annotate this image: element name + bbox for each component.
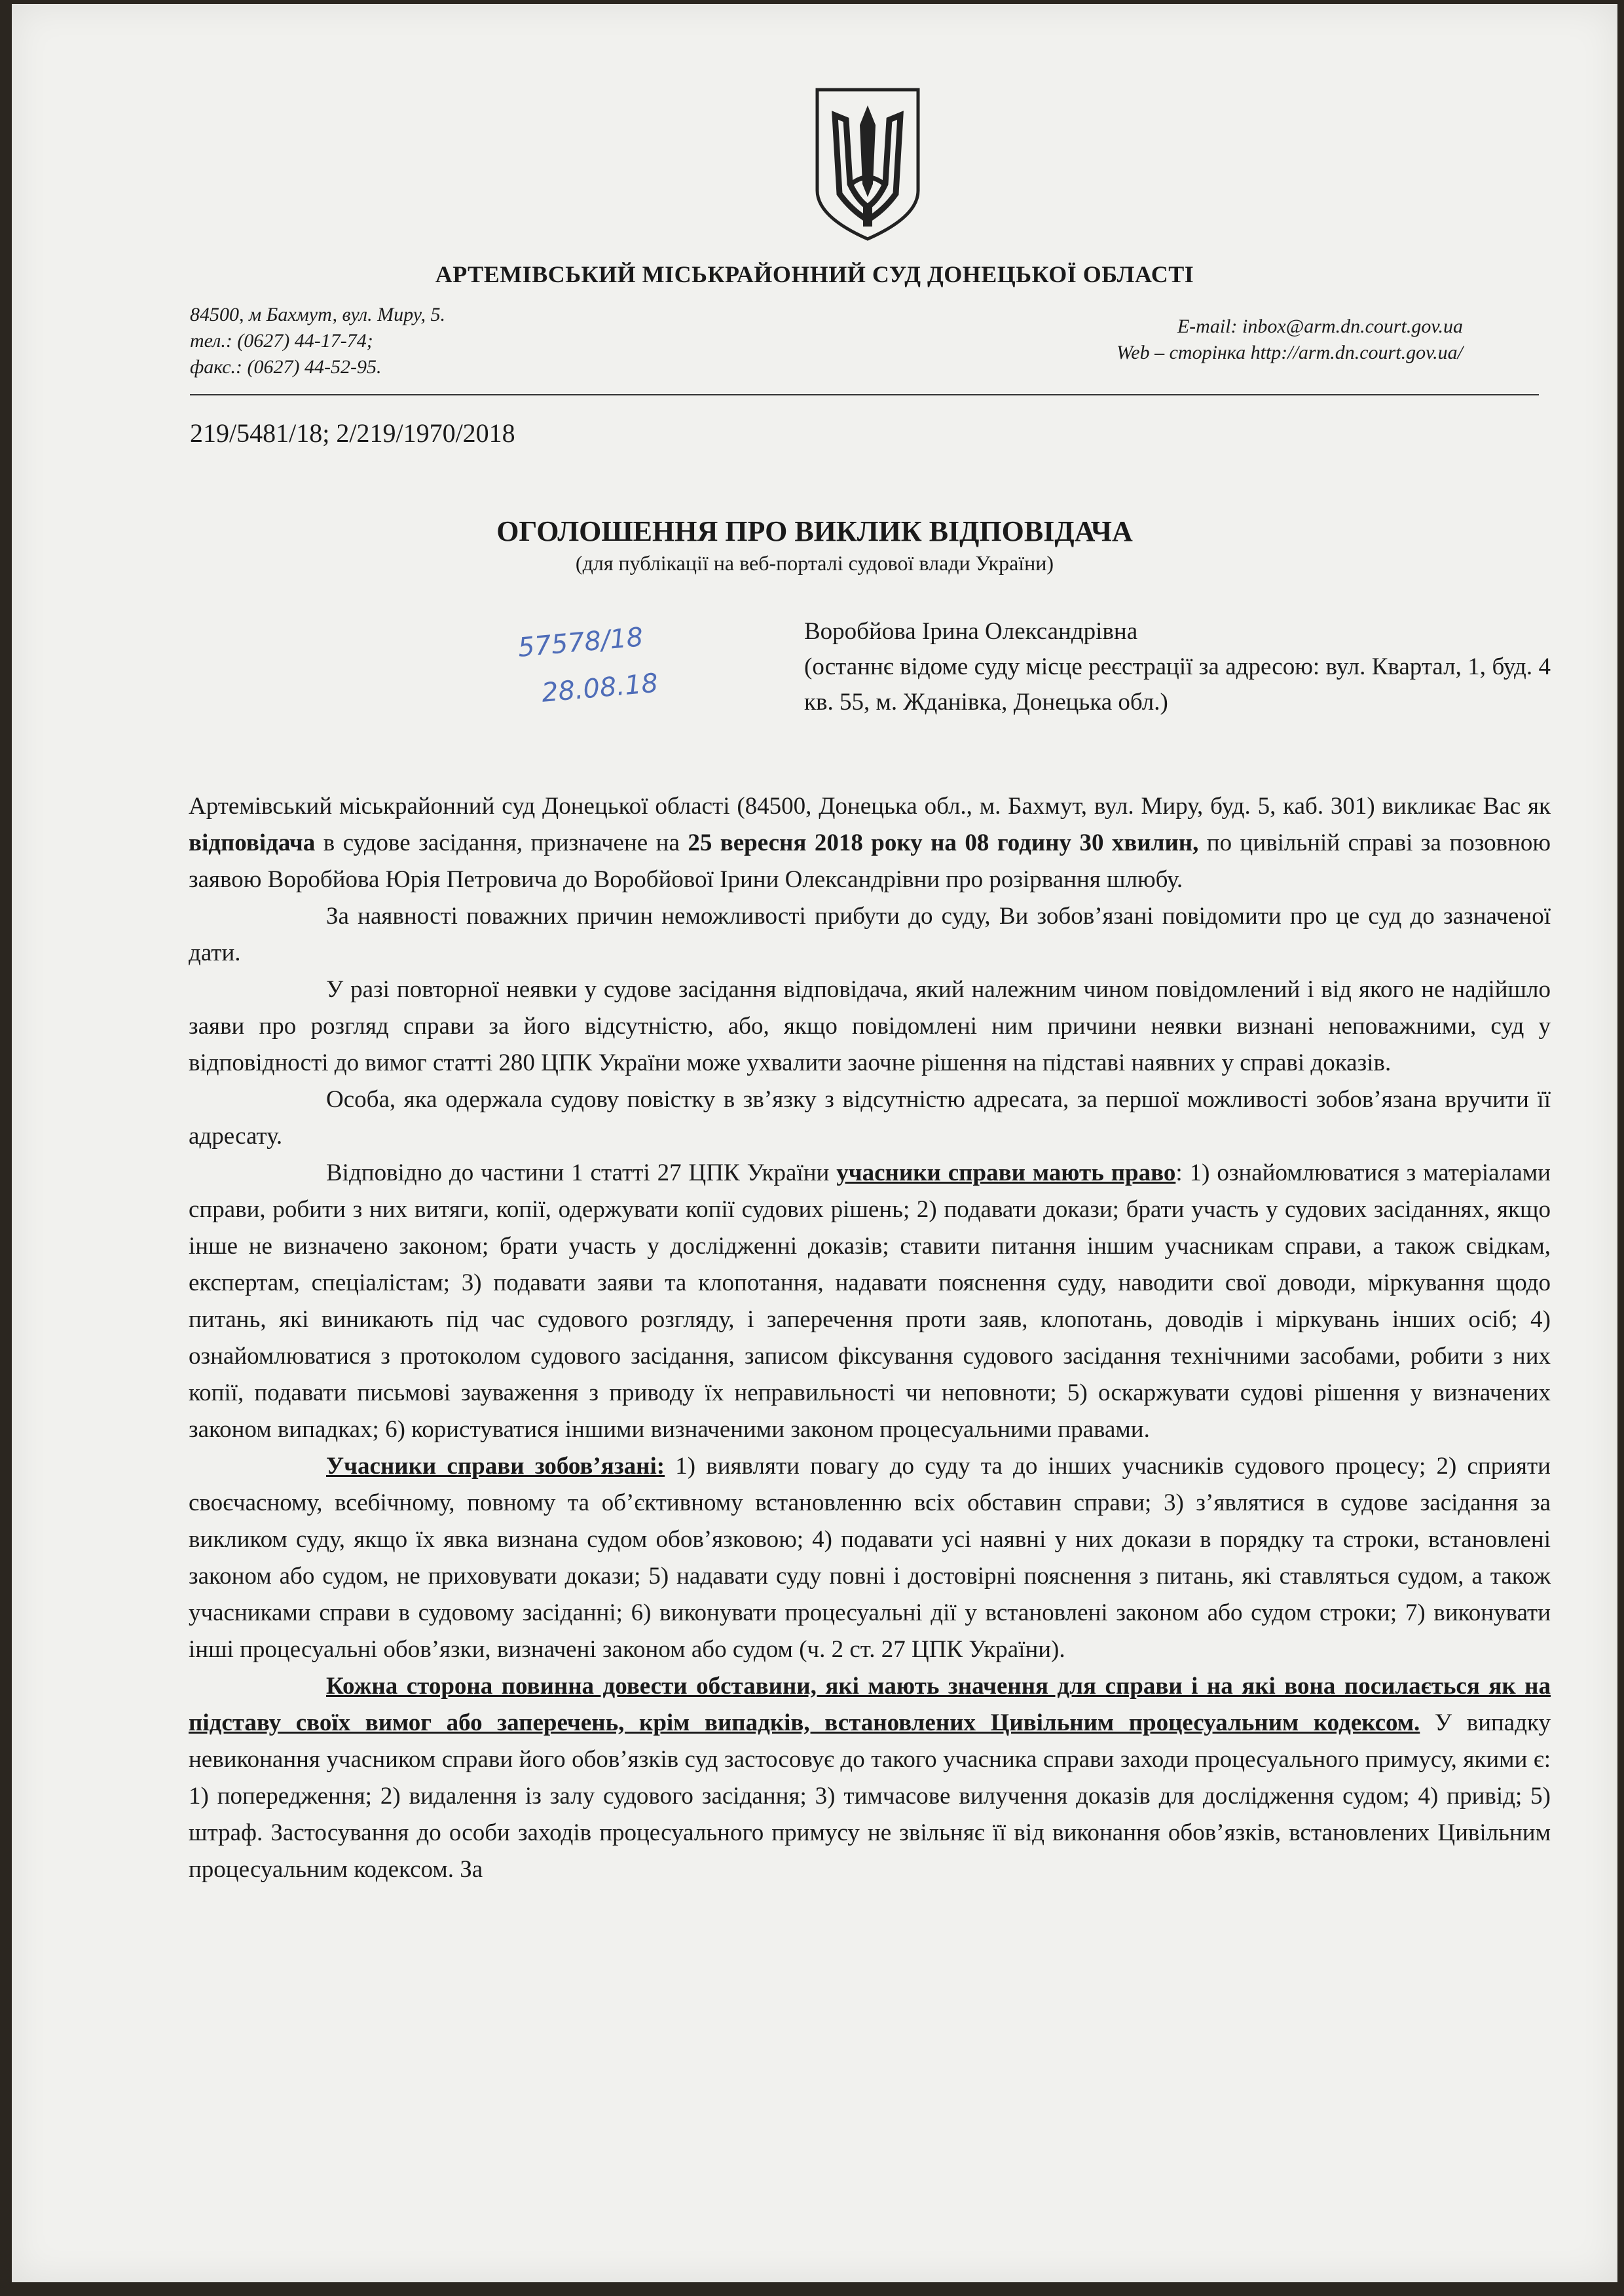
case-number: 219/5481/18; 2/219/1970/2018 <box>190 418 515 448</box>
header-divider <box>190 394 1539 395</box>
recipient-block <box>804 614 1551 720</box>
court-fax: факс.: (0627) 44-52-95. <box>190 356 382 378</box>
court-phone: тел.: (0627) 44-17-74; <box>190 330 373 352</box>
court-contact-right <box>1116 314 1463 366</box>
summons-text: Артемівський міськрайонний суд Донецької області (84500, Донецька обл., м. Бахмут, вул. Миру, буд. 5, каб. 301) викликає Вас як <box>189 793 1551 820</box>
paragraph-default-judgment: У разі повторної неявки у судове засідання відповідача, який належним чином повідомлений і від якого не надійшло заяви про розгляд справи за його відсутністю, або, якщо повідомлені ним причини неявки визнані неповажними, суд у відповідності до вимог статті 280 ЦПК України може ухвалити заочне рішення на підставі наявних у справі доказів. <box>189 976 1551 1076</box>
notice-subtitle: (для публікації на веб-порталі судової влади України) <box>575 551 1054 575</box>
paragraph-summons <box>189 788 1551 898</box>
trident-emblem-icon <box>812 86 923 243</box>
coercion-measures: У випадку невиконання учасником справи його обов’язків суд застосовує до такого учасника справи заходи процесуального примусу, якими є: 1) попередження; 2) видалення із залу судового засідання; 3) тимчасове вилучення доказів для дослідження судом; 4) привід; 5) штраф. Застосування до особи заходів процесуального примусу не звільняє її від виконання обов’язків, встановлених Цивільним процесуальним кодексом. За <box>189 1709 1551 1883</box>
notice-body <box>189 788 1551 1888</box>
document-page <box>12 4 1617 2282</box>
notice-title: ОГОЛОШЕННЯ ПРО ВИКЛИК ВІДПОВІДАЧА <box>496 515 1133 547</box>
duties-heading: Учасники справи зобов’язані: <box>326 1453 665 1480</box>
court-website: Web – сторінка http://arm.dn.court.gov.ua/ <box>1116 342 1463 363</box>
paragraph-rights <box>189 1155 1551 1448</box>
court-name-heading: АРТЕМІВСЬКИЙ МІСЬКРАЙОННИЙ СУД ДОНЕЦЬКОЇ ОБЛАСТІ <box>435 261 1194 287</box>
paragraph-notify: За наявності поважних причин неможливості прибути до суду, Ви зобов’язані повідомити про це суд до зазначеної дати. <box>189 903 1551 966</box>
summons-text-2: в судове засідання, призначене на <box>315 829 688 856</box>
paragraph-burden-of-proof <box>189 1668 1551 1888</box>
rights-list: : 1) ознайомлюватися з матеріалами справи, робити з них витяги, копії, одержувати копії судових рішень; 2) подавати докази; брати участь у судових засіданнях, якщо інше не визначено законом; брати участь у дослідженні доказів; ставити питання іншим учасникам справи, а також свідкам, експертам, спеціалістам; 3) подавати заяви та клопотання, надавати пояснення суду, наводити свої доводи, міркування щодо питань, які виникають під час судового розгляду, і заперечення проти заяв, клопотань, доводів і міркувань інших осіб; 4) ознайомлюватися з протоколом судового засідання, записом фіксування судового засідання технічними засобами, робити з них копії, подавати письмові зауваження з приводу їх неправильності чи неповноти; 5) оскаржувати судові рішення у визначених законом випадках; 6) користуватися іншими визначеними законом процесуальними правами. <box>189 1159 1551 1443</box>
stamp-number: 57578/18 <box>517 622 645 663</box>
court-email: E-mail: inbox@arm.dn.court.gov.ua <box>1177 316 1463 337</box>
court-contact-left <box>190 302 445 380</box>
stamp-date: 28.08.18 <box>540 668 659 708</box>
handwritten-registration-stamp <box>516 613 660 719</box>
burden-of-proof-heading: Кожна сторона повинна довести обставини, які мають значення для справи і на які вона посилається як на підставу своїх вимог або заперечень, крім випадків, встановлених Цивільним процесуальним кодексом. <box>189 1673 1551 1736</box>
rights-intro: Відповідно до частини 1 статті 27 ЦПК України <box>326 1159 837 1186</box>
recipient-address: (останнє відоме суду місце реєстрації за адресою: вул. Квартал, 1, буд. 4 кв. 55, м. Жданівка, Донецька обл.) <box>804 653 1551 716</box>
summons-text-3: по цивільній справі за позовною заявою Воробйова Юрія Петровича до Воробйової Ірини Олександрівни про розірвання шлюбу. <box>189 829 1551 893</box>
summons-role: відповідача <box>189 829 316 856</box>
paragraph-duties <box>189 1448 1551 1668</box>
duties-list: 1) виявляти повагу до суду та до інших учасників судового процесу; 2) сприяти своєчасному, всебічному, повному та об’єктивному встановленню всіх обставин справи; 3) з’являтися в судове засідання за викликом суду, якщо їх явка визнана судом обов’язковою; 4) подавати усі наявні у них докази в порядку та строки, встановлені законом або судом, не приховувати докази; 5) надавати суду повні і достовірні пояснення з питань, які ставляться судом, а також учасниками справи в судовому засіданні; 6) виконувати процесуальні дії у встановлені законом або судом строки; 7) виконувати інші процесуальні обов’язки, визначені законом або судом (ч. 2 ст. 27 ЦПК України). <box>189 1453 1551 1663</box>
recipient-name: Воробйова Ірина Олександрівна <box>804 618 1138 645</box>
rights-heading: учасники справи мають право <box>836 1159 1176 1186</box>
paragraph-delivery: Особа, яка одержала судову повістку в зв’язку з відсутністю адресата, за першої можливості зобов’язана вручити її адресату. <box>189 1086 1551 1150</box>
court-address: 84500, м Бахмут, вул. Миру, 5. <box>190 304 446 325</box>
hearing-datetime: 25 вересня 2018 року на 08 годину 30 хвилин, <box>688 829 1199 856</box>
